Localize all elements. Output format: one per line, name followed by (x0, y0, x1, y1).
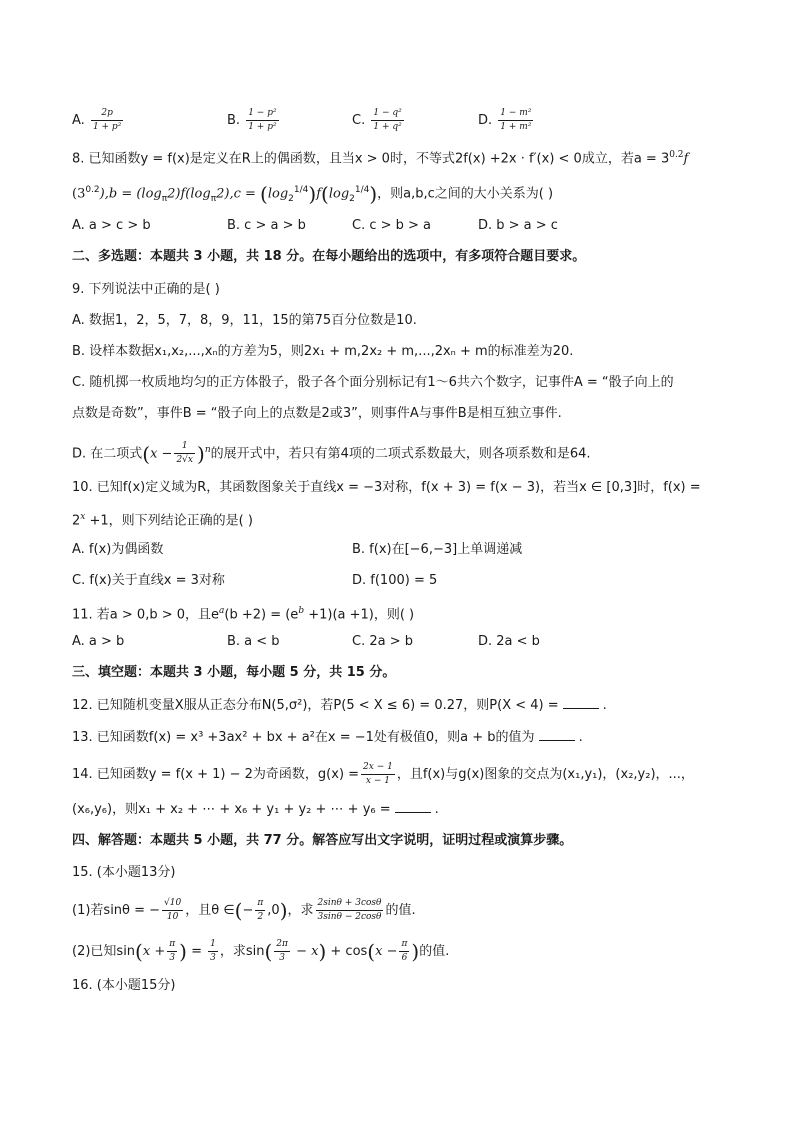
q10-option-a: A. f(x)为偶函数 (72, 542, 164, 557)
q9-option-c-line2: 点数是奇数”，事件B = “骰子向上的点数是2或3”，则事件A与事件B是相互独立事件. (72, 406, 562, 421)
q11-stem: 11. 若a > 0,b > 0，且$e^a(b +2) = (e^b +1)(a +1)$，则( ) (72, 606, 415, 623)
q16-header: 16. (本小题15分) (72, 978, 176, 993)
section-heading-multiple-choice: 二、多选题：本题共 3 小题，共 18 分。在每小题给出的选项中，有多项符合题目要求。 (72, 249, 586, 264)
q7-option-a: A. $\frac{2p}{\text{1 + p²}}$ (72, 108, 122, 132)
q8-stem-line1: 8. 已知函数y = f(x)是定义在R上的偶函数，且当x > 0时，不等式2f(x) +2x · f′(x) < 0成立，若$a = 3^{0.2}f$ (72, 150, 689, 167)
q8-option-b: B. c > a > b (227, 218, 306, 233)
q10-stem-line2: $2^x +1$，则下列结论正确的是( ) (72, 512, 253, 529)
q15-part1: (1)若sinθ = − $\frac{√10}{10}$ ，且θ ∈(− $\frac{\pi}{2}$ ,0)，求 $\frac{2\sin\theta + 3\cos\theta}{3\sin\theta - 2\cos\theta}$ 的值. (72, 898, 416, 923)
q10-stem-line1: 10. 已知f(x)定义域为R，其函数图象关于直线x = −3对称，f(x + 3) = f(x − 3)，若当x ∈ [0,3]时，f(x) = (72, 480, 701, 495)
q15-part2: (2)已知sin(x + $\frac{\pi}{3}$ ) = $\frac{1}{3}$ ，求sin( $\frac{2\pi}{3}$ − x) + cos(x − $\frac{\pi}{6}$ )的值. (72, 939, 450, 964)
section-heading-solutions: 四、解答题：本题共 5 小题，共 77 分。解答应写出文字说明，证明过程或演算步骤。 (72, 833, 573, 848)
q9-option-d: D. 在二项式(x − $\frac{1}{2√x}$ )$^n$的展开式中，若只有第4项的二项式系数最大，则各项系数和是64. (72, 441, 591, 466)
q13-stem: 13. 已知函数f(x) = x³ +3ax² + bx + a²在x = −1处有极值0，则a + b的值为 . (72, 730, 583, 745)
q10-option-b: B. f(x)在[−6,−3]上单调递减 (352, 542, 523, 557)
q7-option-c: C. $\frac{\text{1 − q²}}{\text{1 + q²}}$ (352, 108, 402, 132)
q13-answer-blank[interactable] (539, 728, 575, 741)
q8-stem-line2: $(3^{0.2}),b = (\log_\pi 2)f(\log_\pi 2),c = (\log_2^{1/4})f(\log_2^{1/4})$，则a,b,c之间的大小关系为( ) (72, 181, 554, 206)
q12-answer-blank[interactable] (563, 696, 599, 709)
section-heading-fill-in: 三、填空题：本题共 3 小题，每小题 5 分，共 15 分。 (72, 665, 396, 680)
q11-option-a: A. a > b (72, 634, 125, 649)
q11-option-d: D. 2a < b (478, 634, 540, 649)
q14-answer-blank[interactable] (395, 800, 431, 813)
q14-stem-line1: 14. 已知函数y = f(x + 1) − 2为奇函数，g(x) = $\frac{2x - 1}{x - 1}$ ，且f(x)与g(x)图象的交点为(x₁,y₁)，(x₂,y₂)，...， (72, 762, 694, 786)
q7-option-d: D. $\frac{\text{1 − m²}}{\text{1 + m²}}$ (478, 108, 532, 132)
q10-option-d: D. f(100) = 5 (352, 573, 438, 588)
q9-option-a: A. 数据1，2，5，7，8，9，11，15的第75百分位数是10. (72, 313, 417, 328)
q10-option-c: C. f(x)关于直线x = 3对称 (72, 573, 225, 588)
q9-option-c-line1: C. 随机掷一枚质地均匀的正方体骰子，骰子各个面分别标记有1～6共六个数字，记事件A = “骰子向上的 (72, 375, 674, 390)
q9-stem: 9. 下列说法中正确的是( ) (72, 282, 220, 297)
q11-option-c: C. 2a > b (352, 634, 413, 649)
q12-stem: 12. 已知随机变量X服从正态分布N(5,σ²)，若P(5 < X ≤ 6) = 0.27，则P(X < 4) = . (72, 698, 607, 713)
q8-option-d: D. b > a > c (478, 218, 558, 233)
q14-stem-line2: (x₆,y₆)，则x₁ + x₂ + ⋯ + x₆ + y₁ + y₂ + ⋯ + y₆ = . (72, 802, 439, 817)
q7-option-b: B. $\frac{\text{1 − p²}}{\text{1 + p²}}$ (227, 108, 277, 132)
q8-option-a: A. a > c > b (72, 218, 151, 233)
q15-header: 15. (本小题13分) (72, 865, 176, 880)
q11-option-b: B. a < b (227, 634, 280, 649)
q8-option-c: C. c > b > a (352, 218, 432, 233)
q9-option-b: B. 设样本数据x₁,x₂,...,xₙ的方差为5，则2x₁ + m,2x₂ + m,...,2xₙ + m的标准差为20. (72, 344, 574, 359)
